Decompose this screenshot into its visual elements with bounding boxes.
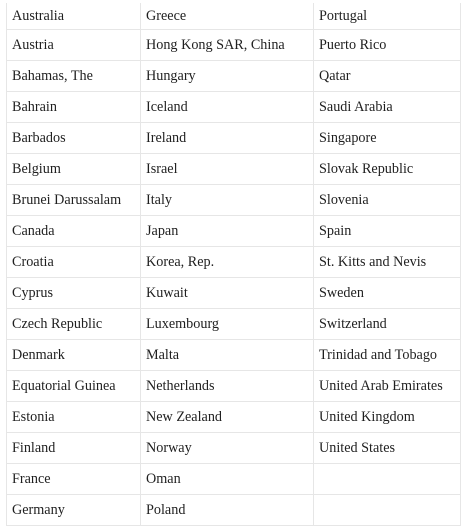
table-cell: Canada (7, 216, 141, 247)
table-row (7, 278, 461, 309)
table-cell: Korea, Rep. (141, 247, 314, 278)
table-cell: Brunei Darussalam (7, 185, 141, 216)
table-row (7, 61, 461, 92)
table-cell: Bahamas, The (7, 61, 141, 92)
table-cell: Slovak Republic (314, 154, 461, 185)
table-cell: Sweden (314, 278, 461, 309)
table-cell: Austria (7, 30, 141, 61)
table-cell: Cyprus (7, 278, 141, 309)
table-cell: Portugal (314, 3, 461, 30)
table-cell (314, 464, 461, 495)
table-cell: Denmark (7, 340, 141, 371)
table-row (7, 30, 461, 61)
table-cell: Greece (141, 3, 314, 30)
table-cell: Finland (7, 433, 141, 464)
table-cell: Spain (314, 216, 461, 247)
table-row (7, 3, 461, 30)
table-cell: Puerto Rico (314, 30, 461, 61)
table-cell: Australia (7, 3, 141, 30)
table-row (7, 216, 461, 247)
table-cell: Netherlands (141, 371, 314, 402)
table-cell: Malta (141, 340, 314, 371)
table-cell: Norway (141, 433, 314, 464)
table-row (7, 464, 461, 495)
table-cell: Barbados (7, 123, 141, 154)
table-cell: Hong Kong SAR, China (141, 30, 314, 61)
table-cell: Trinidad and Tobago (314, 340, 461, 371)
table-row (7, 340, 461, 371)
table-cell: Switzerland (314, 309, 461, 340)
table-row (7, 154, 461, 185)
table-cell: Kuwait (141, 278, 314, 309)
table-cell: Hungary (141, 61, 314, 92)
table-cell: United Kingdom (314, 402, 461, 433)
table-cell: St. Kitts and Nevis (314, 247, 461, 278)
table-row (7, 433, 461, 464)
table-cell: Luxembourg (141, 309, 314, 340)
table-cell: Estonia (7, 402, 141, 433)
table-cell: United Arab Emirates (314, 371, 461, 402)
table-cell: Oman (141, 464, 314, 495)
table-cell: United States (314, 433, 461, 464)
table-cell: Ireland (141, 123, 314, 154)
table-row (7, 495, 461, 526)
table-cell: Japan (141, 216, 314, 247)
table-cell: France (7, 464, 141, 495)
table-cell: Saudi Arabia (314, 92, 461, 123)
table-cell: Iceland (141, 92, 314, 123)
table-cell: Czech Republic (7, 309, 141, 340)
table-row (7, 402, 461, 433)
table-cell: Singapore (314, 123, 461, 154)
table-cell: New Zealand (141, 402, 314, 433)
table-row (7, 185, 461, 216)
table-body (7, 3, 461, 526)
country-table (6, 3, 461, 526)
table-cell: Germany (7, 495, 141, 526)
table-cell: Poland (141, 495, 314, 526)
table-cell: Belgium (7, 154, 141, 185)
table-row (7, 309, 461, 340)
table-cell: Equatorial Guinea (7, 371, 141, 402)
table-row (7, 371, 461, 402)
table-row (7, 123, 461, 154)
table-cell: Israel (141, 154, 314, 185)
table-cell (314, 495, 461, 526)
table-cell: Bahrain (7, 92, 141, 123)
table-row (7, 247, 461, 278)
table-cell: Croatia (7, 247, 141, 278)
table-row (7, 92, 461, 123)
table-cell: Qatar (314, 61, 461, 92)
table-cell: Slovenia (314, 185, 461, 216)
table-cell: Italy (141, 185, 314, 216)
